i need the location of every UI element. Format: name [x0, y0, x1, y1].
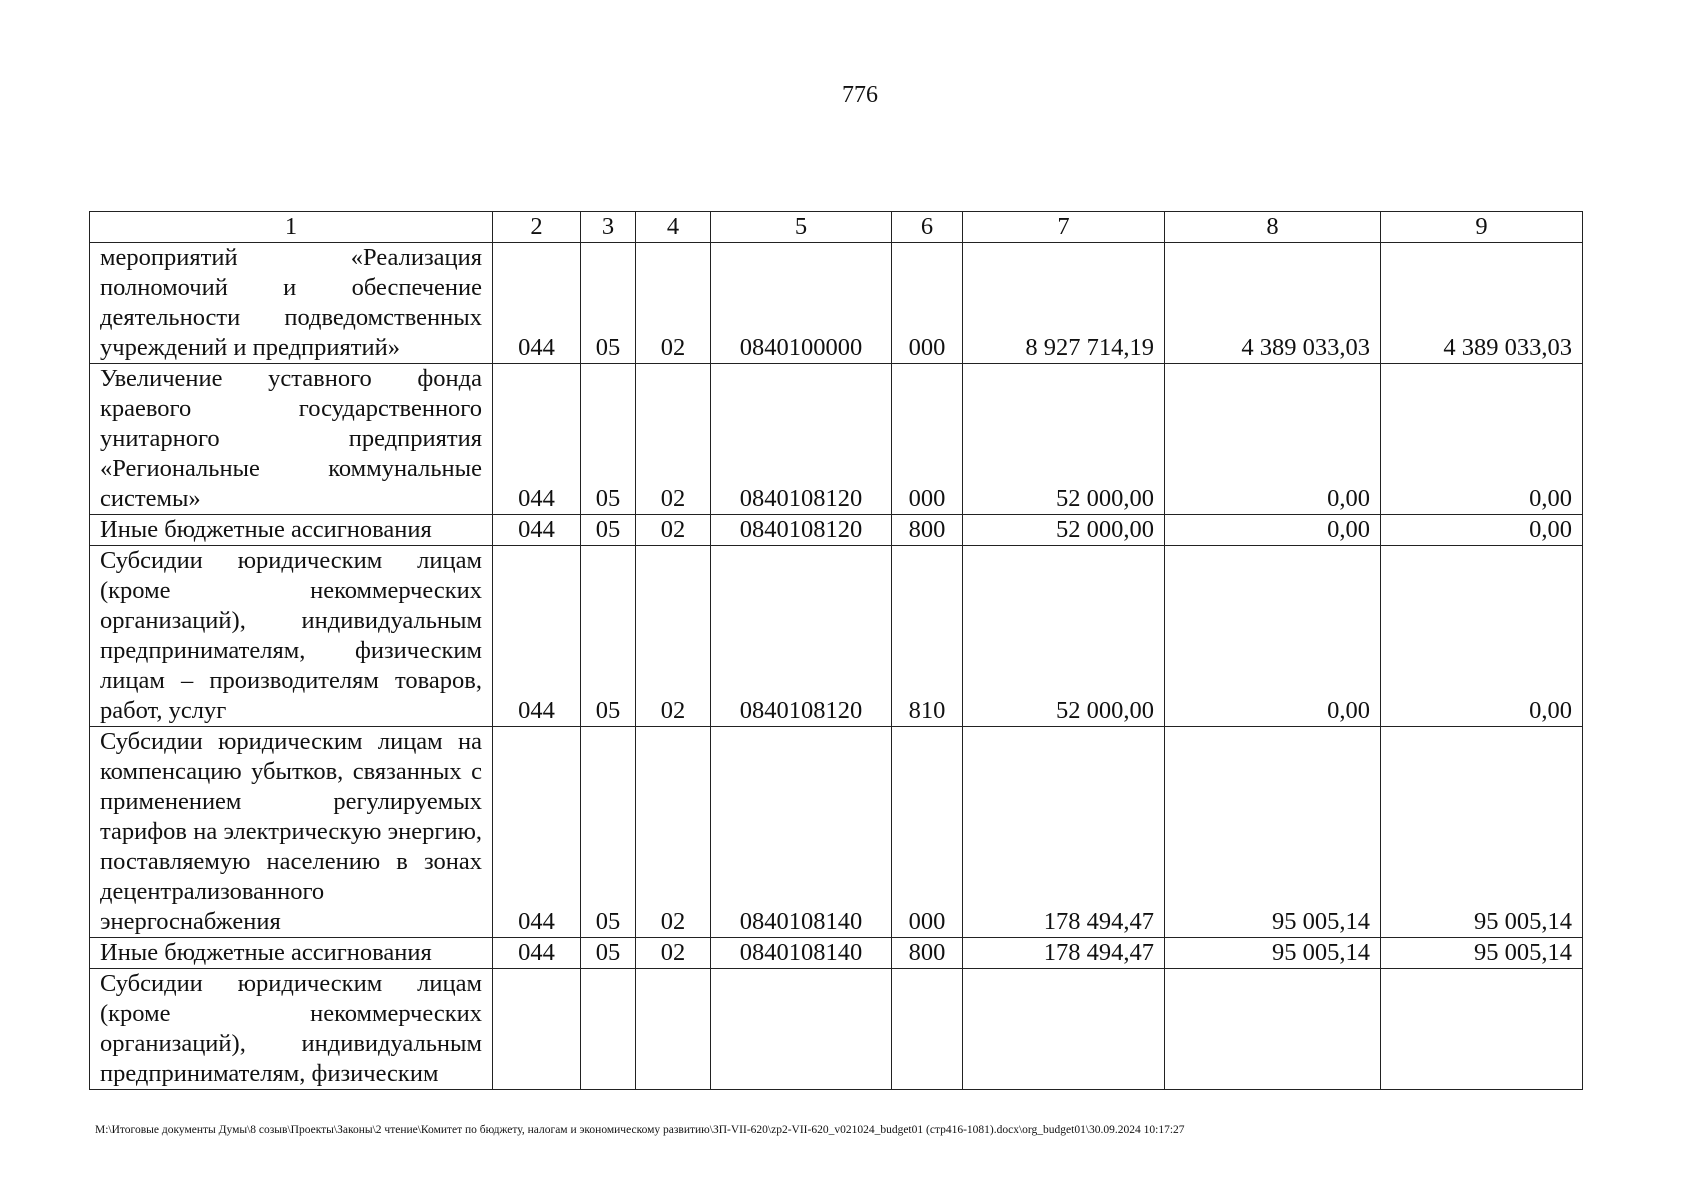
- cell-c7: 8 927 714,19: [963, 243, 1165, 364]
- cell-c7: 52 000,00: [963, 515, 1165, 546]
- cell-c2: 044: [493, 243, 581, 364]
- cell-c6: 000: [892, 243, 963, 364]
- cell-c4: 02: [636, 243, 711, 364]
- cell-c4: 02: [636, 546, 711, 727]
- cell-c2: 044: [493, 364, 581, 515]
- file-path-footer: M:\Итоговые документы Думы\8 созыв\Проекты\Законы\2 чтение\Комитет по бюджету, налогам и экономическому развитию\ЗП-VII-620\zp2-VII-620_v021024_budget01 (стр416-1081).docx\org_budget01\30.09.2024 10:17:27: [95, 1124, 1185, 1136]
- cell-c6: 000: [892, 364, 963, 515]
- column-header: 9: [1381, 212, 1583, 243]
- row-name: Субсидии юридическим лицам (кроме некоммерческих организаций), индивидуальным предпринимателям, физическим: [90, 969, 493, 1090]
- cell-c6: 000: [892, 727, 963, 938]
- cell-c8: 4 389 033,03: [1165, 243, 1381, 364]
- cell-c3: 05: [581, 546, 636, 727]
- cell-c4: 02: [636, 364, 711, 515]
- cell-c3: 05: [581, 938, 636, 969]
- cell-c3: 05: [581, 727, 636, 938]
- cell-c7: 178 494,47: [963, 938, 1165, 969]
- column-header: 7: [963, 212, 1165, 243]
- column-header: 5: [711, 212, 892, 243]
- cell-c5: 0840108140: [711, 938, 892, 969]
- row-name: Субсидии юридическим лицам на компенсацию убытков, связанных с применением регулируемых тарифов на электрическую энергию, поставляемую населению в зонах децентрализованного энергоснабжения: [90, 727, 493, 938]
- cell-c9: 95 005,14: [1381, 938, 1583, 969]
- cell-c2: 044: [493, 546, 581, 727]
- cell-c6: [892, 969, 963, 1090]
- cell-c2: 044: [493, 515, 581, 546]
- cell-c3: 05: [581, 364, 636, 515]
- cell-c2: 044: [493, 727, 581, 938]
- cell-c7: 52 000,00: [963, 546, 1165, 727]
- row-name: Субсидии юридическим лицам (кроме некоммерческих организаций), индивидуальным предпринимателям, физическим лицам – производителям товаров, работ, услуг: [90, 546, 493, 727]
- row-name: Увеличение уставного фонда краевого государственного унитарного предприятия «Региональные коммунальные системы»: [90, 364, 493, 515]
- cell-c4: 02: [636, 515, 711, 546]
- row-name: мероприятий «Реализация полномочий и обеспечение деятельности подведомственных учреждений и предприятий»: [90, 243, 493, 364]
- column-header: 6: [892, 212, 963, 243]
- cell-c4: [636, 969, 711, 1090]
- cell-c9: 0,00: [1381, 515, 1583, 546]
- column-header: 8: [1165, 212, 1381, 243]
- table-row: [90, 938, 1583, 969]
- cell-c3: 05: [581, 515, 636, 546]
- cell-c8: [1165, 969, 1381, 1090]
- cell-c5: [711, 969, 892, 1090]
- cell-c8: 95 005,14: [1165, 727, 1381, 938]
- cell-c7: [963, 969, 1165, 1090]
- cell-c5: 0840108140: [711, 727, 892, 938]
- cell-c2: [493, 969, 581, 1090]
- row-name: Иные бюджетные ассигнования: [90, 515, 493, 546]
- cell-c5: 0840108120: [711, 364, 892, 515]
- cell-c8: 95 005,14: [1165, 938, 1381, 969]
- table-row: [90, 515, 1583, 546]
- cell-c7: 52 000,00: [963, 364, 1165, 515]
- table-row: [90, 243, 1583, 364]
- cell-c3: [581, 969, 636, 1090]
- cell-c5: 0840108120: [711, 546, 892, 727]
- column-header: 2: [493, 212, 581, 243]
- cell-c5: 0840108120: [711, 515, 892, 546]
- table-row: [90, 969, 1583, 1090]
- cell-c9: 0,00: [1381, 546, 1583, 727]
- cell-c9: 4 389 033,03: [1381, 243, 1583, 364]
- row-name: Иные бюджетные ассигнования: [90, 938, 493, 969]
- cell-c4: 02: [636, 938, 711, 969]
- table-row: [90, 727, 1583, 938]
- column-header: 4: [636, 212, 711, 243]
- page-number: 776: [842, 82, 878, 108]
- cell-c6: 800: [892, 938, 963, 969]
- table-header-row: [90, 212, 1583, 243]
- cell-c2: 044: [493, 938, 581, 969]
- cell-c9: [1381, 969, 1583, 1090]
- table-row: [90, 364, 1583, 515]
- cell-c9: 0,00: [1381, 364, 1583, 515]
- cell-c8: 0,00: [1165, 515, 1381, 546]
- cell-c7: 178 494,47: [963, 727, 1165, 938]
- cell-c5: 0840100000: [711, 243, 892, 364]
- cell-c9: 95 005,14: [1381, 727, 1583, 938]
- cell-c8: 0,00: [1165, 364, 1381, 515]
- column-header: 3: [581, 212, 636, 243]
- cell-c4: 02: [636, 727, 711, 938]
- cell-c6: 810: [892, 546, 963, 727]
- column-header: 1: [90, 212, 493, 243]
- budget-table: [89, 211, 1583, 1090]
- cell-c3: 05: [581, 243, 636, 364]
- cell-c6: 800: [892, 515, 963, 546]
- cell-c8: 0,00: [1165, 546, 1381, 727]
- table-row: [90, 546, 1583, 727]
